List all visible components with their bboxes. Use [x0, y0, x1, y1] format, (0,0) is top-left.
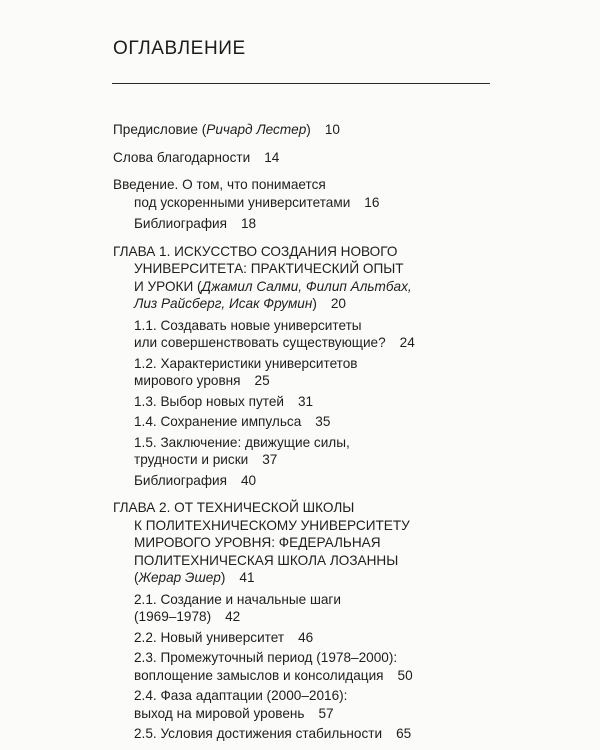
- toc-entry-2-1[interactable]: [113, 591, 503, 626]
- toc-entry-2-4[interactable]: [113, 687, 503, 722]
- entry-author: Ричард Лестер: [206, 122, 307, 137]
- toc-entry-chapter-2[interactable]: [113, 499, 503, 587]
- entry-paren: ): [306, 122, 311, 137]
- toc-entry-1-2[interactable]: [113, 355, 503, 390]
- entry-paren: (: [134, 570, 139, 585]
- page-number: 42: [225, 609, 241, 624]
- entry-title-line: или совершенствовать существующие?: [134, 335, 386, 350]
- page-number: 50: [397, 667, 413, 683]
- page-number: 40: [241, 472, 257, 488]
- entry-title-line: ГЛАВА 2. ОТ ТЕХНИЧЕСКОЙ ШКОЛЫ: [113, 500, 355, 515]
- entry-title: Слова благодарности: [113, 149, 251, 165]
- page-title: ОГЛАВЛЕНИЕ: [113, 38, 246, 59]
- toc-entry-chapter-1[interactable]: [113, 243, 503, 313]
- page-number: 18: [241, 216, 257, 231]
- page-number: 14: [264, 149, 280, 165]
- entry-title: 1.4. Сохранение импульса: [134, 414, 302, 429]
- entry-author: Джамил Салми, Филип Альтбах,: [201, 278, 412, 294]
- toc-entry-1-4[interactable]: [113, 413, 503, 431]
- toc-entry-1-5[interactable]: [113, 434, 503, 469]
- entry-paren: ): [312, 296, 317, 311]
- page-number: 16: [364, 194, 380, 210]
- toc-entry-preface[interactable]: [113, 121, 503, 139]
- toc-entry-1-3[interactable]: [113, 393, 503, 411]
- entry-title: Предисловие (: [113, 122, 207, 137]
- entry-title-line: УНИВЕРСИТЕТА: ПРАКТИЧЕСКИЙ ОПЫТ: [134, 261, 404, 276]
- entry-title-line: 2.4. Фаза адаптации (2000–2016):: [134, 688, 348, 703]
- title-rule: [112, 83, 490, 84]
- table-of-contents: [113, 121, 503, 743]
- entry-title-line: ГЛАВА 1. ИСКУССТВО СОЗДАНИЯ НОВОГО: [113, 243, 398, 259]
- entry-title-line: 1.2. Характеристики университетов: [134, 355, 358, 371]
- entry-title-line: К ПОЛИТЕХНИЧЕСКОМУ УНИВЕРСИТЕТУ: [134, 517, 410, 533]
- page-number: 65: [396, 726, 412, 741]
- entry-title-line: 1.1. Создавать новые университеты: [134, 317, 362, 333]
- entry-title: 2.5. Условия достижения стабильности: [134, 726, 383, 741]
- entry-title-line: 2.3. Промежуточный период (1978–2000):: [134, 650, 398, 665]
- page-number: 41: [239, 570, 255, 585]
- entry-title-line: воплощение замыслов и консолидация: [134, 667, 384, 683]
- entry-title-line: мирового уровня: [134, 373, 241, 388]
- toc-entry-2-2[interactable]: [113, 629, 503, 647]
- toc-entry-chapter-1-bibliography[interactable]: [113, 472, 503, 490]
- page-number: 35: [315, 414, 331, 429]
- entry-title-line: ПОЛИТЕХНИЧЕСКАЯ ШКОЛА ЛОЗАННЫ: [134, 552, 399, 568]
- entry-title: Библиография: [134, 472, 227, 488]
- entry-title-line: 2.1. Создание и начальные шаги: [134, 591, 341, 607]
- entry-title-line: 1.5. Заключение: движущие силы,: [134, 434, 350, 450]
- page-number: 24: [399, 335, 415, 350]
- page-number: 25: [254, 373, 270, 388]
- toc-entry-2-3[interactable]: [113, 649, 503, 684]
- entry-paren: ): [220, 570, 226, 585]
- entry-title-line: МИРОВОГО УРОВНЯ: ФЕДЕРАЛЬНАЯ: [134, 535, 381, 550]
- entry-author: Жерар Эшер: [138, 570, 221, 585]
- toc-entry-1-1[interactable]: [113, 317, 503, 352]
- entry-title-line: под ускоренными университетами: [134, 194, 351, 210]
- entry-title: 1.3. Выбор новых путей: [134, 393, 284, 409]
- entry-author: Лиз Райсберг, Исак Фрумин: [134, 296, 313, 311]
- page-number: 20: [330, 296, 346, 311]
- page-number: 57: [318, 705, 334, 721]
- entry-title: 2.2. Новый университет: [134, 629, 285, 645]
- entry-title-line: (1969–1978): [134, 609, 212, 624]
- entry-title-line: выход на мировой уровень: [134, 705, 305, 721]
- page-number: 46: [298, 629, 314, 645]
- entry-title: Библиография: [134, 216, 227, 231]
- entry-title-line: трудности и риски: [134, 452, 249, 467]
- toc-entry-introduction[interactable]: [113, 176, 503, 211]
- toc-entry-2-5[interactable]: [113, 725, 503, 743]
- page-number: 37: [262, 452, 278, 467]
- toc-entry-acknowledgements[interactable]: [113, 149, 503, 167]
- toc-entry-intro-bibliography[interactable]: [113, 215, 503, 233]
- entry-title-line: И УРОКИ (: [134, 278, 202, 294]
- entry-title-line: Введение. О том, что понимается: [113, 177, 326, 192]
- page-number: 31: [298, 393, 314, 409]
- page-number: 10: [324, 122, 340, 137]
